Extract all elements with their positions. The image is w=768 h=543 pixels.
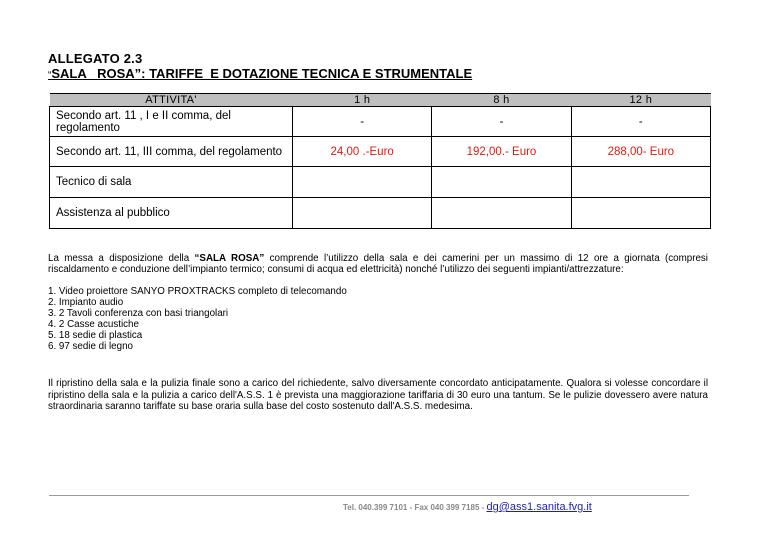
cell-12h: - [571, 107, 710, 137]
list-item: 6. 97 sedie di legno [48, 341, 133, 352]
section-title-text: SALA ROSA”: TARIFFE E DOTAZIONE TECNICA E STRUMENTALE [51, 66, 473, 81]
footer-divider [49, 495, 689, 496]
table-row [50, 167, 711, 198]
header-12h: 12 h [571, 94, 710, 107]
cell-8h [432, 198, 571, 229]
open-quote: “ [48, 70, 52, 81]
para-text-start: La messa a disposizione della [48, 253, 195, 264]
para-bold-sala-rosa: “SALA ROSA” [194, 253, 265, 264]
header-8h: 8 h [432, 94, 571, 107]
list-item: 3. 2 Tavoli conferenza con basi triangolari [48, 308, 229, 319]
footer-email-link[interactable]: dg@ass1.sanita.fvg.it [486, 501, 592, 513]
cell-12h [571, 198, 710, 229]
equipment-list [48, 286, 347, 352]
annex-title: ALLEGATO 2.3 [48, 51, 143, 66]
cell-8h: 192,00.- Euro [432, 137, 571, 167]
list-item: 5. 18 sedie di plastica [48, 330, 143, 341]
list-item: 4. 2 Casse acustiche [48, 319, 139, 330]
section-title [48, 66, 472, 81]
cell-1h [293, 198, 432, 229]
cell-1h: - [293, 107, 432, 137]
cell-1h: 24,00 .-Euro [293, 137, 432, 167]
row-label: Secondo art. 11 , I e II comma, del regolamento [50, 107, 293, 137]
cell-12h [571, 167, 710, 198]
tariff-table [49, 93, 711, 229]
row-label: Secondo art. 11, III comma, del regolamento [50, 137, 293, 167]
header-attivita: ATTIVITA' [50, 94, 293, 107]
table-row [50, 198, 711, 229]
row-label: Tecnico di sala [50, 167, 293, 198]
header-1h: 1 h [293, 94, 432, 107]
cell-8h [432, 167, 571, 198]
cleaning-paragraph: Il ripristino della sala e la pulizia finale sono a carico del richiedente, salvo diversamente concordato anticipatamente. Qualora si volesse concordare il ripristino della sala e la pulizia a carico dell'A.S.S. 1 è prevista una maggiorazione tariffaria di 30 euro una tantum. Se le pulizie dovessero avere natura straordinaria saranno tariffate su base oraria sulla base del costo sostenuto dall'A.S.S. medesima. [48, 378, 708, 412]
cell-8h: - [432, 107, 571, 137]
row-label: Assistenza al pubblico [50, 198, 293, 229]
footer [343, 501, 592, 513]
cell-1h [293, 167, 432, 198]
cell-12h: 288,00- Euro [571, 137, 710, 167]
footer-contacts: Tel. 040.399 7101 - Fax 040 399 7185 - [343, 503, 487, 512]
list-item: 1. Video proiettore SANYO PROXTRACKS completo di telecomando [48, 286, 347, 297]
description-paragraph [48, 253, 708, 275]
table-row [50, 137, 711, 167]
para-text-end: comprende l’utilizzo della sala e dei camerini per un massimo di 12 ore a giornata (compresi riscaldamento e conduzione dell’impianto termico; consumi di acqua ed elettricità) nonché l’utilizzo dei seguenti impianti/attrezzature: [48, 253, 708, 275]
table-row [50, 107, 711, 137]
table-header-row [50, 94, 711, 107]
list-item: 2. Impianto audio [48, 297, 124, 308]
